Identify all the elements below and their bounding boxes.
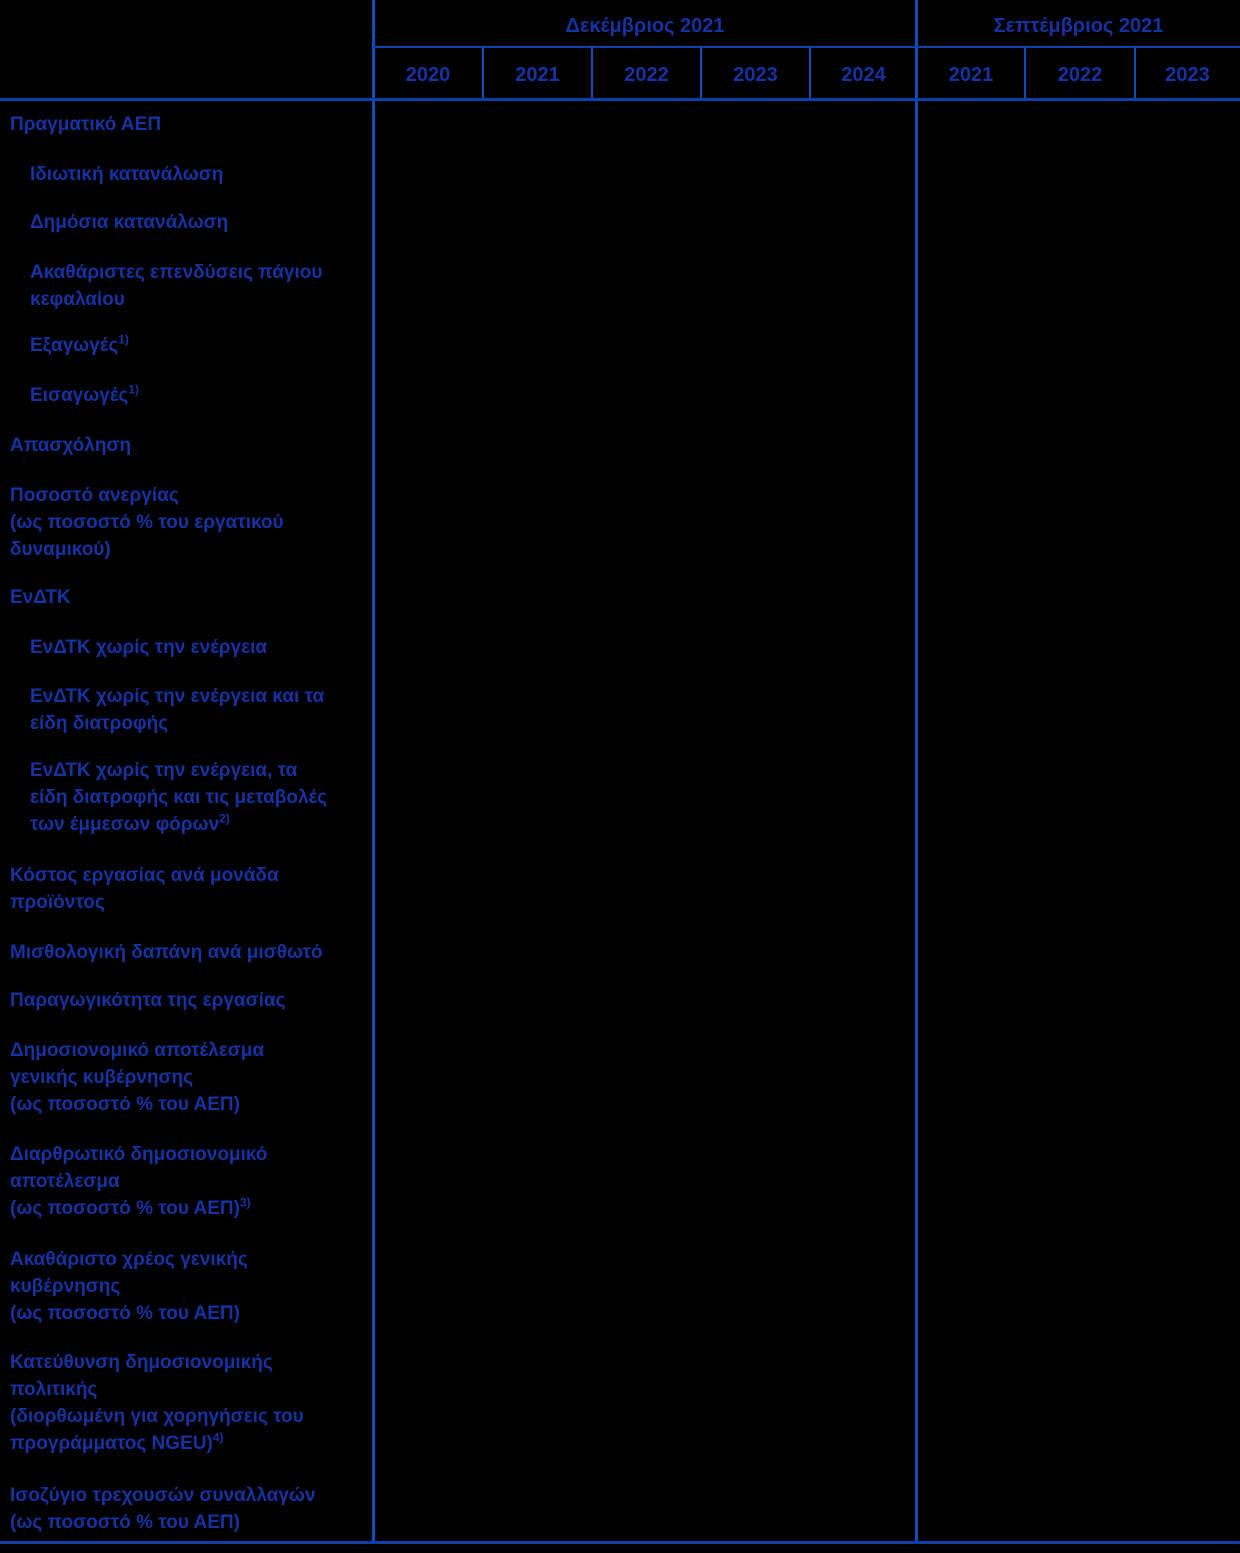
row-label-line bbox=[10, 111, 161, 138]
row-label bbox=[30, 683, 324, 737]
row-label-line bbox=[30, 811, 327, 838]
row-label-text: Δημοσιονομικό αποτέλεσμα bbox=[10, 1040, 265, 1061]
row-label-text: (ως ποσοστό % του ΑΕΠ) bbox=[10, 1512, 240, 1533]
year-header: 2022 bbox=[1057, 64, 1103, 86]
row-label-line bbox=[30, 710, 324, 737]
row-label-text: Ακαθάριστες επενδύσεις πάγιου bbox=[30, 262, 323, 283]
row-label-text: Ποσοστό ανεργίας bbox=[10, 485, 179, 506]
year-column-separator bbox=[591, 46, 593, 99]
row-label-text: αποτέλεσμα bbox=[10, 1171, 120, 1192]
row-label-line bbox=[10, 509, 284, 536]
row-label-text: πολιτικής bbox=[10, 1379, 98, 1400]
row-label-line bbox=[30, 332, 129, 359]
row-label-text: Διαρθρωτικό δημοσιονομικό bbox=[10, 1144, 268, 1165]
row-label-line bbox=[10, 987, 285, 1014]
row-label-line bbox=[10, 482, 284, 509]
row-label-text: ΕνΔΤΚ bbox=[10, 587, 71, 608]
row-label bbox=[30, 757, 327, 838]
section-title-december: Δεκέμβριος 2021 bbox=[565, 15, 725, 37]
footnote-marker: 3) bbox=[239, 1195, 251, 1210]
row-label-line bbox=[30, 683, 324, 710]
row-label-text: γενικής κυβέρνησης bbox=[10, 1067, 194, 1088]
row-label bbox=[30, 209, 228, 236]
row-label-line bbox=[10, 432, 131, 459]
row-label bbox=[10, 1141, 267, 1222]
row-label bbox=[10, 987, 285, 1014]
row-label bbox=[30, 161, 223, 188]
row-label-text: Παραγωγικότητα της εργασίας bbox=[10, 990, 286, 1011]
row-label-text: Απασχόληση bbox=[10, 435, 132, 456]
footnote-marker: 1) bbox=[118, 332, 129, 347]
year-header: 2023 bbox=[1165, 64, 1210, 86]
row-label-line bbox=[30, 286, 322, 313]
year-column-separator bbox=[700, 46, 702, 99]
row-label-line bbox=[10, 1195, 267, 1222]
row-label bbox=[30, 332, 129, 359]
row-label-text: Κόστος εργασίας ανά μονάδα bbox=[10, 865, 279, 886]
year-header: 2022 bbox=[624, 64, 669, 86]
row-label-line bbox=[10, 1482, 316, 1509]
row-label-line bbox=[10, 584, 71, 611]
row-label-text: ΕνΔΤΚ χωρίς την ενέργεια και τα bbox=[30, 686, 325, 707]
row-label-line bbox=[10, 1509, 316, 1536]
row-label-text: (ως ποσοστό % του ΑΕΠ) bbox=[10, 1303, 240, 1324]
year-column-separator bbox=[809, 46, 811, 99]
table-bottom-border bbox=[0, 1541, 1240, 1544]
row-label-text: κυβέρνησης bbox=[10, 1276, 121, 1297]
row-label-text: (διορθωμένη για χορηγήσεις του bbox=[10, 1406, 304, 1427]
row-label-text: (ως ποσοστό % του ΑΕΠ) bbox=[10, 1094, 240, 1115]
row-label-line bbox=[10, 1430, 304, 1457]
year-column-separator bbox=[1134, 46, 1136, 99]
row-label-line bbox=[10, 889, 279, 916]
row-label-line bbox=[10, 1376, 304, 1403]
year-header: 2021 bbox=[948, 64, 994, 86]
row-label-line bbox=[10, 1349, 304, 1376]
row-label bbox=[10, 584, 71, 611]
row-label-line bbox=[10, 939, 323, 966]
row-label bbox=[10, 1349, 304, 1457]
row-label-line bbox=[30, 382, 139, 409]
row-label-line bbox=[30, 784, 327, 811]
year-header: 2021 bbox=[515, 64, 560, 86]
row-label-text: (ως ποσοστό % του εργατικού bbox=[10, 512, 284, 533]
row-label-text: είδη διατροφής bbox=[30, 713, 169, 734]
row-label-text: ΕνΔΤΚ χωρίς την ενέργεια, τα bbox=[30, 760, 298, 781]
row-label-text: προϊόντος bbox=[10, 892, 105, 913]
year-column-separator bbox=[482, 46, 484, 99]
footnote-marker: 1) bbox=[128, 382, 139, 397]
row-label-line bbox=[10, 1273, 248, 1300]
row-label bbox=[10, 939, 323, 966]
row-label bbox=[10, 862, 279, 916]
row-label-line bbox=[30, 259, 322, 286]
row-label-text: είδη διατροφής και τις μεταβολές bbox=[30, 787, 327, 808]
header-mid-border bbox=[373, 46, 1240, 48]
row-label-text: Δημόσια κατανάλωση bbox=[30, 212, 229, 233]
year-header: 2023 bbox=[733, 64, 778, 86]
row-label-line bbox=[30, 209, 228, 236]
row-label-text: προγράμματος NGEU) bbox=[10, 1433, 213, 1454]
row-label-text: Μισθολογική δαπάνη ανά μισθωτό bbox=[10, 942, 323, 963]
section-title-september: Σεπτέμβριος 2021 bbox=[993, 15, 1164, 37]
row-label bbox=[10, 111, 161, 138]
row-label bbox=[10, 1246, 248, 1327]
row-label bbox=[30, 259, 322, 313]
footnote-marker: 2) bbox=[219, 811, 230, 826]
row-label-line bbox=[10, 1403, 304, 1430]
row-label bbox=[30, 634, 267, 661]
row-label-line bbox=[10, 1037, 264, 1064]
year-header: 2020 bbox=[405, 64, 451, 86]
row-label bbox=[10, 1037, 264, 1118]
row-label-text: Εξαγωγές bbox=[30, 335, 119, 356]
row-label bbox=[30, 382, 139, 409]
year-header: 2024 bbox=[841, 64, 886, 86]
year-column-separator bbox=[1024, 46, 1026, 99]
row-label-text: κεφαλαίου bbox=[30, 289, 125, 310]
row-label bbox=[10, 432, 131, 459]
row-label bbox=[10, 1482, 316, 1536]
row-label bbox=[10, 482, 284, 563]
row-label-line bbox=[10, 862, 279, 889]
row-label-text: των έμμεσων φόρων bbox=[30, 814, 220, 835]
row-label-line bbox=[10, 536, 284, 563]
row-label-line bbox=[10, 1091, 264, 1118]
row-label-line bbox=[10, 1300, 248, 1327]
row-label-text: δυναμικού) bbox=[10, 539, 111, 560]
row-label-text: Ισοζύγιο τρεχουσών συναλλαγών bbox=[10, 1485, 316, 1506]
row-label-line bbox=[30, 634, 267, 661]
row-label-text: Ακαθάριστο χρέος γενικής bbox=[10, 1249, 248, 1270]
row-label-line bbox=[30, 161, 223, 188]
row-label-text: ΕνΔΤΚ χωρίς την ενέργεια bbox=[30, 637, 268, 658]
row-label-line bbox=[10, 1141, 267, 1168]
row-label-text: Εισαγωγές bbox=[30, 385, 129, 406]
row-label-line bbox=[10, 1168, 267, 1195]
row-label-line bbox=[30, 757, 327, 784]
row-label-text: (ως ποσοστό % του ΑΕΠ) bbox=[10, 1198, 240, 1219]
row-label-text: Κατεύθυνση δημοσιονομικής bbox=[10, 1352, 273, 1373]
footnote-marker: 4) bbox=[212, 1430, 224, 1445]
row-label-line bbox=[10, 1246, 248, 1273]
row-label-text: Πραγματικό ΑΕΠ bbox=[10, 114, 162, 135]
row-label-line bbox=[10, 1064, 264, 1091]
row-label-text: Ιδιωτική κατανάλωση bbox=[30, 164, 224, 185]
